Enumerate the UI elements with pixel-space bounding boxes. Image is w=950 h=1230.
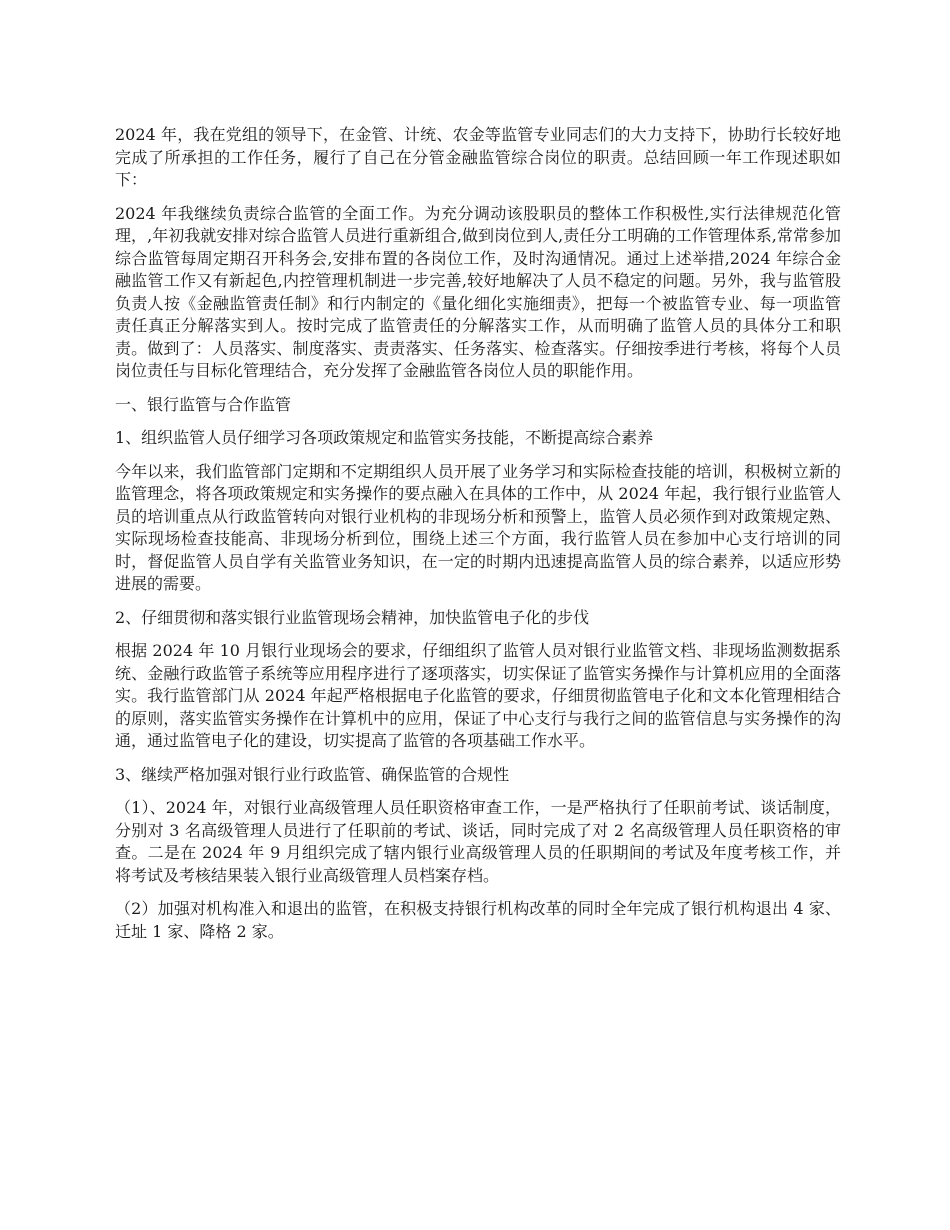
intro-paragraph: 2024 年，我在党组的领导下，在金管、计统、农金等监管专业同志们的大力支持下，协助行长较好地完成了所承担的工作任务，履行了自己在分管金融监管综合岗位的职责。总结回顾一年工作现述职如下：: [115, 125, 841, 189]
subheading-administrative-supervision: 3、继续严格加强对银行业行政监管、确保监管的合规性: [115, 764, 510, 784]
item-2-paragraph: （2）加强对机构准入和退出的监管，在积极支持银行机构改革的同时全年完成了银行机构退出 4 家、迁址 1 家、降格 2 家。: [115, 899, 841, 941]
subheading-training: 1、组织监管人员仔细学习各项政策规定和监管实务技能，不断提高综合素养: [115, 428, 654, 447]
training-paragraph: 今年以来，我们监管部门定期和不定期组织人员开展了业务学习和实际检查技能的培训，积极树立新的监管理念，将各项政策规定和实务操作的要点融入在具体的工作中，从 2024 年起，我行银行业监管人员的培训重点从行政监管转向对银行业机构的非现场分析和预警上，监管人员必须作到对政策规定熟、实际现场检查技能高、非现场分析到位，围绕上述三个方面，我行监管人员在参加中心支行培训的同时，督促监管人员自学有关监管业务知识，在一定的时期内迅速提高监管人员的综合素养，以适应形势进展的需要。: [115, 461, 841, 593]
section-heading-bank-supervision: 一、银行监管与合作监管: [115, 394, 292, 414]
item-1-paragraph: （1）、2024 年，对银行业高级管理人员任职资格审查工作，一是严格执行了任职前考试、谈话制度，分别对 3 名高级管理人员进行了任职前的考试、谈话，同时完成了对 2 名高级管理人员任职资格的审查。二是在 2024 年 9 月组织完成了辖内银行业高级管理人员的任职期间的考试及年度考核工作，并将考试及考核结果装入银行业高级管理人员档案存档。: [115, 798, 841, 885]
subheading-electronic-supervision: 2、仔细贯彻和落实银行业监管现场会精神，加快监管电子化的步伐: [115, 607, 590, 627]
overview-paragraph: 2024 年我继续负责综合监管的全面工作。为充分调动该股职员的整体工作积极性,实行法律规范化管理，,年初我就安排对综合监管人员进行重新组合,做到岗位到人,责任分工明确的工作管理体系,常常参加综合监管每周定期召开科务会,安排布置的各岗位工作，及时沟通情况。通过上述举措,2024 年综合金融监管工作又有新起色,内控管理机制进一步完善,较好地解决了人员不稳定的问题。另外，我与监管股负责人按《金融监管责任制》和行内制定的《量化细化实施细责》，把每一个被监管专业、每一项监管责任真正分解落实到人。按时完成了监管责任的分解落实工作，从而明确了监管人员的具体分工和职责。做到了：人员落实、制度落实、责责落实、任务落实、检查落实。仔细按季进行考核，将每个人员岗位责任与目标化管理结合，充分发挥了金融监管各岗位人员的职能作用。: [115, 203, 841, 380]
document-body: [115, 124, 841, 954]
electronic-supervision-paragraph: 根据 2024 年 10 月银行业现场会的要求，仔细组织了监管人员对银行业监管文档、非现场监测数据系统、金融行政监管子系统等应用程序进行了逐项落实，切实保证了监管实务操作与计算机应用的全面落实。我行监管部门从 2024 年起严格根据电子化监管的要求，仔细贯彻监管电子化和文本化管理相结合的原则，落实监管实务操作在计算机中的应用，保证了中心支行与我行之间的监管信息与实务操作的沟通，通过监管电子化的建设，切实提高了监管的各项基础工作水平。: [115, 641, 841, 750]
